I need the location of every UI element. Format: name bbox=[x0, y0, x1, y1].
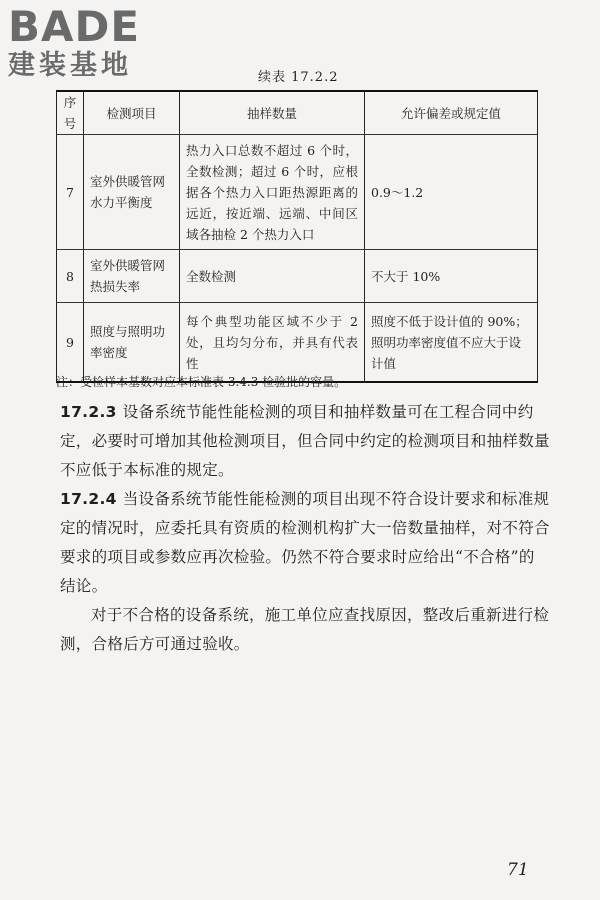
cell-item: 室外供暖管网水力平衡度 bbox=[84, 135, 180, 250]
cell-no: 9 bbox=[57, 303, 84, 383]
inspection-table bbox=[56, 90, 538, 383]
cell-no: 7 bbox=[57, 135, 84, 250]
clause-paragraph bbox=[60, 485, 550, 601]
page-number: 71 bbox=[507, 860, 529, 880]
table-caption: 续表 17.2.2 bbox=[258, 70, 339, 85]
brand-logo bbox=[8, 4, 178, 82]
body-paragraph: 对于不合格的设备系统，施工单位应查找原因，整改后重新进行检测，合格后方可通过验收。 bbox=[60, 606, 550, 653]
table-header-row bbox=[57, 91, 538, 135]
cell-tolerance: 不大于 10% bbox=[365, 250, 538, 303]
clause-text: 设备系统节能性能检测的项目和抽样数量可在工程合同中约定，必要时可增加其他检测项目，但合同中约定的检测项目和抽样数量不应低于本标准的规定。 bbox=[60, 403, 550, 479]
clause-number: 17.2.3 bbox=[60, 403, 117, 421]
table-row bbox=[57, 303, 538, 383]
table-row bbox=[57, 250, 538, 303]
logo-text-en: BADE bbox=[8, 2, 141, 51]
cell-quantity: 热力入口总数不超过 6 个时，全数检测；超过 6 个时，应根据各个热力入口距热源距离的远近，按近端、远端、中间区域各抽检 2 个热力入口 bbox=[180, 135, 365, 250]
cell-item: 室外供暖管网热损失率 bbox=[84, 250, 180, 303]
header-item: 检测项目 bbox=[84, 91, 180, 135]
cell-quantity: 每个典型功能区域不少于 2 处，且均匀分布，并具有代表性 bbox=[180, 303, 365, 383]
header-tolerance: 允许偏差或规定值 bbox=[365, 91, 538, 135]
logo-text-cn: 建装基地 bbox=[8, 50, 132, 81]
clause-number: 17.2.4 bbox=[60, 490, 117, 508]
cell-tolerance: 0.9～1.2 bbox=[365, 135, 538, 250]
table-row bbox=[57, 135, 538, 250]
cell-tolerance: 照度不低于设计值的 90%；照明功率密度值不应大于设计值 bbox=[365, 303, 538, 383]
clause-paragraph bbox=[60, 398, 550, 485]
clause-text: 当设备系统节能性能检测的项目出现不符合设计要求和标准规定的情况时，应委托具有资质的检测机构扩大一倍数量抽样，对不符合要求的项目或参数应再次检验。仍然不符合要求时应给出“不合格”的结论。 bbox=[60, 490, 550, 595]
table-note: 注：受检样本基数对应本标准表 3.4.3 检验批的容量。 bbox=[56, 375, 347, 389]
cell-no: 8 bbox=[57, 250, 84, 303]
cell-quantity: 全数检测 bbox=[180, 250, 365, 303]
cell-item: 照度与照明功率密度 bbox=[84, 303, 180, 383]
header-quantity: 抽样数量 bbox=[180, 91, 365, 135]
header-no: 序号 bbox=[57, 91, 84, 135]
